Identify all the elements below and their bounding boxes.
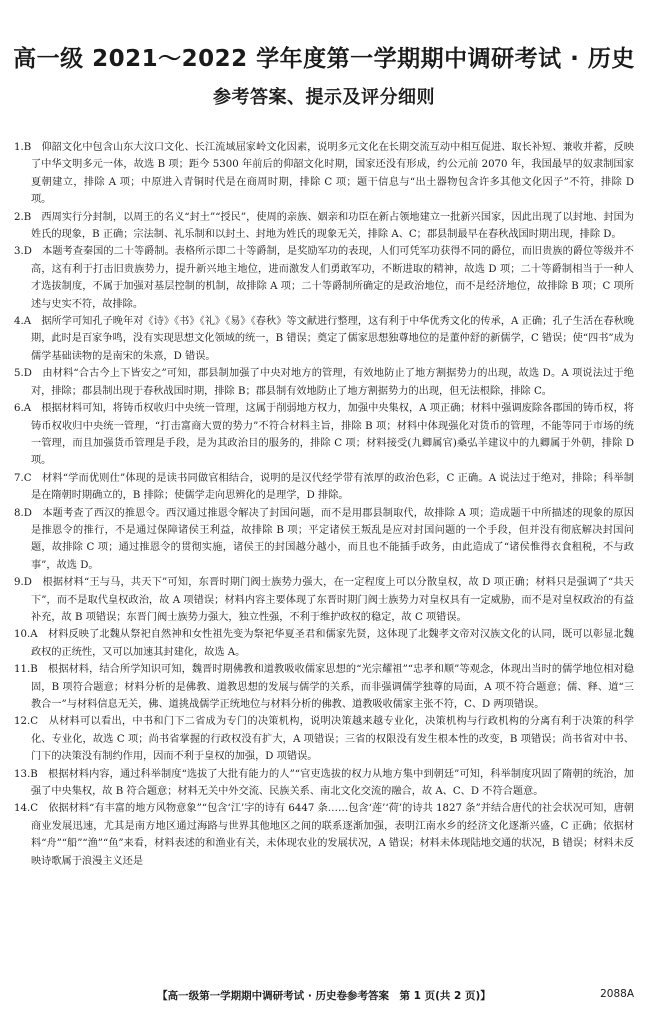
answer-item-2: 2.B 西周实行分封制，以周王的名义“封土”“授民”，使周的亲族、姻亲和功臣在新占领地建立一批新兴国家，因此出现了以封地、封国为姓氏的现象，B 正确；宗法制、礼乐制和以封土、封地为姓氏的现象无关，排除 A、C；郡县制最早在春秋战国时期出现，排除 D。: [14, 211, 634, 241]
answer-item-5: 5.D 由材料“合古今上下皆安之”可知，郡县制加强了中央对地方的管理，有效地防止了地方割据势力的出现，故选 D。A 项说法过于绝对，排除；郡县制出现于春秋战国时期，排除 B；郡县制有效地防止了地方割据势力的出现，但无法根除，排除 C。: [14, 368, 634, 397]
answer-item-6: 6.A 根据材料可知，将铸币权收归中央统一管理，这属于削弱地方权力，加强中央集权，A 项正确；材料中强调废除各郡国的铸币权，将铸币权收归中央统一管理，“打击富商大贾的势力”不符合材料主旨，排除 B 项；材料中体现强化对货币的管理，不能等同于市场的统一管理，而且加强货币管理是手段，是为其政治目的服务的，排除 C 项；材料接受(九卿属官)桑弘羊建议中的九卿属于外朝，排除 D 项。: [14, 403, 634, 467]
answer-item-8: 8.D 本题考查了西汉的推恩令。西汉通过推恩令解决了封国问题，而不是用郡县制取代，故排除 A 项；造成题干中所描述的现象的原因是推恩令的推行，不是通过保障诸侯王利益，故排除 B 项；平定诸侯王叛乱是应对封国问题的一个手段，但并没有彻底解决封国问题，故排除 C 项；通过推恩令的贯彻实施，诸侯王的封国越分越小，而且也不能插手政务，由此造成了“诸侯惟得衣食租税，不与政事”，故选 D。: [14, 507, 634, 571]
page-title: 高一级 2021～2022 学年度第一学期期中调研考试 · 历史: [13, 46, 635, 72]
page-subtitle: 参考答案、提示及评分细则: [213, 87, 435, 108]
answer-item-13: 13.B 根据材料内容，通过科举制度“选拔了大批有能力的人”“官吏选拔的权力从地方集中到朝廷”可知，科举制度巩固了隋朝的统治，加强了中央集权，故 B 符合题意；材料无关中外交流、民族关系、南北文化交流的融合，故 A、C、D 不符合题意。: [14, 768, 634, 798]
footer-code: 2088A: [600, 988, 634, 1000]
page-footer: [14, 988, 634, 1008]
answer-item-11: 11.B 根据材料，结合所学知识可知，魏晋时期佛教和道教吸收儒家思想的“光宗耀祖”“忠孝和顺”等观念，体现出当时的儒学地位相对稳固，B 项符合题意；材料分析的是佛教、道教思想的发展与儒学的关系，而非强调儒学独尊的局面，A 项不符合题意；儒、释、道“三教合一”与材料信息无关，佛、道挑战儒学正统地位与材料分析的佛教、道教吸收儒家主张不符，C、D 两项错误。: [14, 664, 634, 710]
answer-item-1: 1.B 仰韶文化中包含山东大汶口文化、长江流域屈家岭文化因素，说明多元文化在长期交流互动中相互促进、取长补短、兼收并蓄，反映了中华文明多元一体，故选 B 项；距今 5300 年前后的仰韶文化时期，国家还没有形成，约公元前 2070 年，我国最早的奴隶制国家夏朝建立，排除 A 项；中原进入青铜时代是在商周时期，排除 C 项；题干信息与“出土器物包含许多其他文化因子”不符，排除 D 项。: [14, 142, 634, 206]
answer-item-3: 3.D 本题考查秦国的二十等爵制。表格所示即二十等爵制，是奖励军功的表现，人们可凭军功获得不同的爵位，而旧贵族的爵位等级并不高，这有利于打击旧贵族势力，提升新兴地主地位，进而激发人们勇敢军功，不断进取的精神，故选 D 项；二十等爵制相当于一种人才选拔制度，不属于加强对基层控制的机制，故排除 A 项；二十等爵制所确定的是政治地位，而不是经济地位，故排除 B 项；C 项所述与史实不符，故排除。: [14, 246, 634, 310]
answer-item-14: 14.C 依据材料“有丰富的地方风物意象”“包含‘江’字的诗有 6447 条……包含‘莲’‘荷’的诗共 1827 条”并结合唐代的社会状况可知，唐朝商业发展迅速，尤其是南方地区通过海路与世界其他地区之间的联系逐渐加强，表明江南水乡的经济文化逐渐兴盛，C 正确；依据材料“舟”“船”“渔”“鱼”来看，材料表述的和渔业有关，未体现农业的发展状况，A 错误；材料未体现陆地交通的状况，B 错误；材料未反映诗歌属于浪漫主义还是: [14, 803, 634, 867]
answer-item-7: 7.C 材料“学而优则仕”体现的是读书同做官相结合，说明的是汉代经学带有浓厚的政治色彩，C 正确。A 说法过于绝对，排除；科举制是在隋朝时期确立的，B 排除；使儒学走向思辨化的是理学，D 排除。: [14, 472, 634, 502]
answer-item-10: 10.A 材料反映了北魏从祭祀自然神和女性祖先变为祭祀华夏圣君和儒家先贤，这体现了北魏孝文帝对汉族文化的认同，既可以彰显北魏政权的正统性，又可以加速其封建化，故选 A。: [14, 629, 634, 658]
answer-item-12: 12.C 从材料可以看出，中书和门下二省成为专门的决策机构，说明决策越来越专业化，决策机构与行政机构的分离有利于决策的科学化、专业化，故选 C 项；尚书省掌握的行政权没有扩大，A 项错误；三省的权限没有发生根本性的改变，B 项错误；尚书省对中书、门下的决策没有制约作用，因而不利于皇权的加强，D 项错误。: [14, 716, 634, 763]
answer-item-9: 9.D 根据材料“王与马，共天下”可知，东晋时期门阀士族势力强大，在一定程度上可以分散皇权，故 D 项正确；材料只是强调了“共天下”，而不是取代皇权政治，故 A 项错误；材料内容主要体现了东晋时期门阀士族势力对皇权具有一定威胁，而不是对皇权政治的有益补充，故 B 项错误；东晋门阀士族势力强大，独立性强，不利于维护政权的稳定，故 C 项错误。: [14, 577, 634, 623]
answer-item-4: 4.A 据所学可知孔子晚年对《诗》《书》《礼》《易》《春秋》等文献进行整理，这有利于中华优秀文化的传承，A 正确；孔子生活在春秋晚期，此时是百家争鸣，没有实现思想文化领域的统一，B 错误；奠定了儒家思想独尊地位的是董仲舒的新儒学，C 错误；使“四书”成为儒学基础读物的是南宋的朱熹，D 错误。: [14, 316, 634, 362]
footer-page-info: 【高一级第一学期期中调研考试 · 历史卷参考答案 第 1 页(共 2 页)】: [157, 990, 491, 1002]
answer-list: [14, 139, 634, 870]
